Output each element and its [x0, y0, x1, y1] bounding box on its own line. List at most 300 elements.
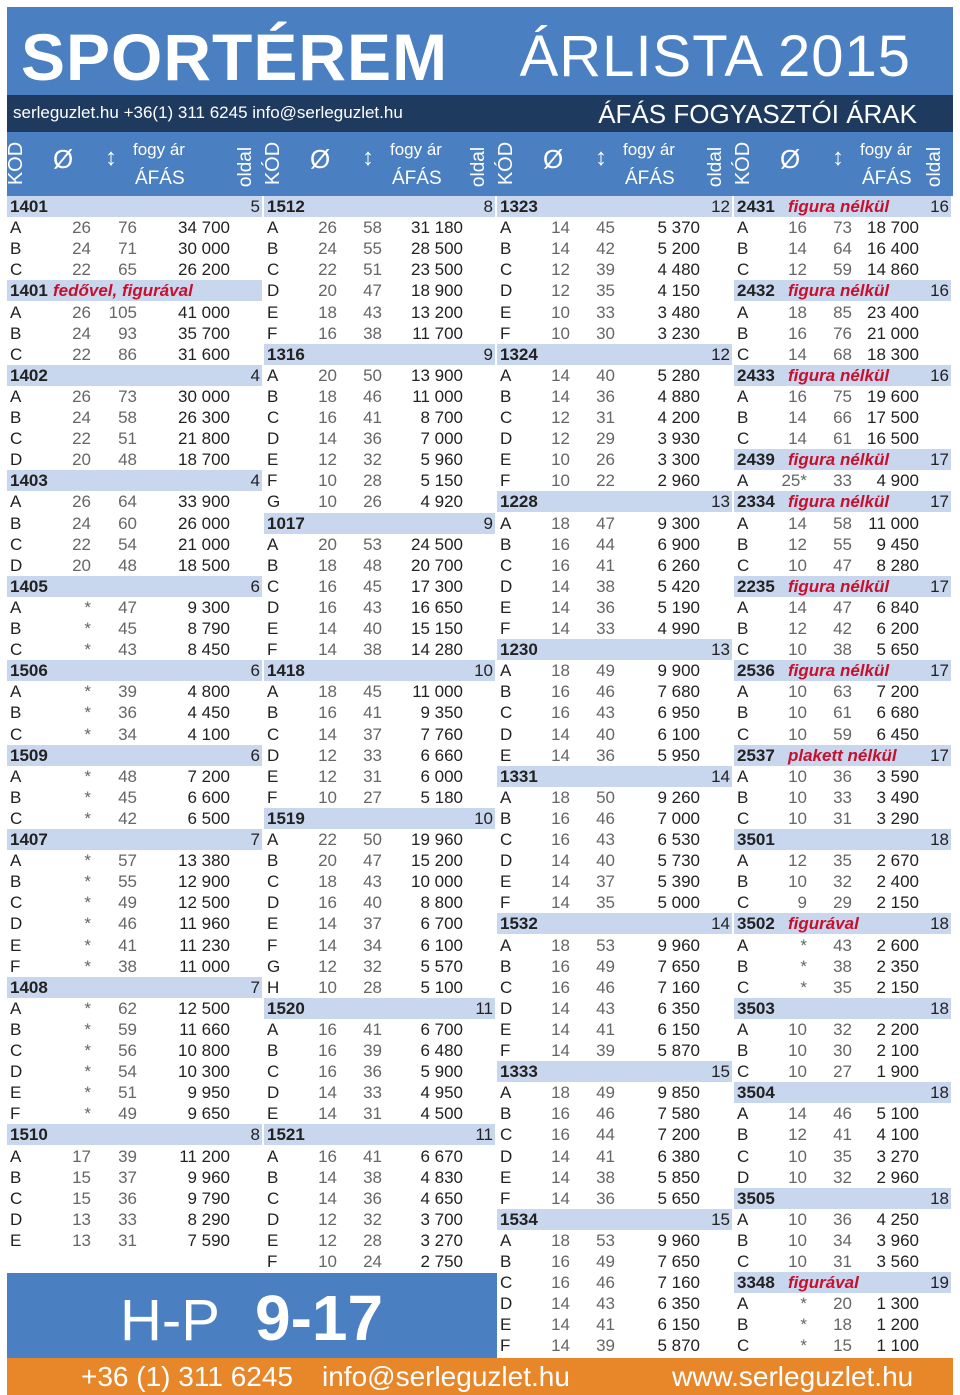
diameter-value: 16 — [551, 534, 570, 554]
height-value: 57 — [118, 851, 137, 871]
column-header-page: oldal — [924, 146, 946, 188]
product-header-row — [734, 1272, 951, 1293]
diameter-value: 24 — [318, 239, 337, 259]
height-value: 65 — [118, 260, 137, 280]
footer-phone[interactable]: +36 (1) 311 6245 — [81, 1361, 293, 1392]
product-header-row — [7, 365, 262, 386]
price-row — [734, 344, 951, 365]
footer-website[interactable]: www.serleguzlet.hu — [672, 1361, 914, 1392]
price-row — [264, 766, 495, 787]
diameter-value: * — [84, 1062, 91, 1082]
height-value: 33 — [363, 745, 382, 765]
size-letter: B — [10, 1167, 22, 1187]
size-letter: A — [500, 218, 512, 238]
price-value: 5 280 — [657, 365, 700, 385]
diameter-value: 12 — [551, 260, 570, 280]
price-value: 13 900 — [411, 365, 463, 385]
price-value: 6 200 — [876, 619, 919, 638]
size-letter: H — [267, 977, 280, 997]
height-value: 42 — [833, 619, 852, 638]
diameter-value: * — [84, 851, 91, 871]
product-header-row — [734, 449, 951, 470]
size-letter: B — [500, 682, 512, 702]
diameter-value: 12 — [551, 408, 570, 427]
height-value: 31 — [833, 808, 852, 828]
product-header-row — [264, 196, 495, 217]
size-letter: B — [267, 555, 279, 575]
diameter-value: 10 — [788, 640, 807, 660]
height-value: 18 — [833, 1315, 852, 1335]
height-value: 44 — [596, 1125, 615, 1145]
diameter-value: 15 — [72, 1167, 91, 1187]
catalog-page: 4 — [250, 471, 260, 491]
diameter-value: 18 — [318, 302, 337, 322]
size-letter: C — [267, 576, 280, 596]
price-row — [7, 956, 262, 977]
product-header-row — [734, 829, 951, 850]
size-letter: A — [737, 386, 749, 406]
height-value: 41 — [596, 1146, 615, 1166]
height-value: 41 — [596, 555, 615, 575]
size-letter: A — [500, 1083, 512, 1103]
catalog-page: 6 — [250, 745, 260, 765]
page-subtitle: ÁFÁS FOGYASZTÓI ÁRAK — [598, 99, 917, 129]
price-row — [497, 1251, 732, 1272]
price-row — [497, 555, 732, 576]
height-value: 36 — [363, 1188, 382, 1208]
height-value: 43 — [596, 830, 615, 849]
product-code: 1405 — [10, 576, 48, 596]
product-header-row — [734, 660, 951, 681]
height-value: 36 — [833, 1209, 852, 1229]
height-value: 32 — [833, 872, 852, 892]
price-row — [264, 935, 495, 956]
catalog-page: 17 — [930, 745, 949, 765]
height-value: 34 — [118, 724, 137, 744]
product-header-row — [734, 491, 951, 512]
size-letter: E — [267, 619, 279, 638]
size-letter: A — [737, 1104, 749, 1124]
price-row — [7, 1040, 262, 1061]
diameter-value: 14 — [788, 239, 807, 259]
product-description: plakett nélkül — [788, 745, 897, 765]
diameter-value: 10 — [788, 872, 807, 892]
diameter-value: 24 — [72, 513, 91, 533]
price-row — [734, 808, 951, 829]
price-value: 16 400 — [867, 239, 919, 259]
product-code: 1509 — [10, 745, 48, 765]
opening-hours — [7, 1273, 497, 1358]
catalog-page: 14 — [711, 766, 730, 786]
size-letter: D — [500, 998, 513, 1018]
size-letter: C — [737, 1062, 750, 1082]
catalog-page: 12 — [711, 197, 730, 216]
height-value: 50 — [363, 365, 382, 385]
height-value: 59 — [833, 260, 852, 280]
price-row — [734, 618, 951, 639]
size-letter: A — [500, 365, 512, 385]
price-value: 8 290 — [187, 1209, 230, 1229]
price-row — [734, 217, 951, 238]
diameter-value: 12 — [318, 956, 337, 976]
price-row — [264, 850, 495, 871]
column-header-price: fogy ár — [860, 140, 912, 159]
price-value: 5 000 — [657, 893, 700, 913]
price-value: 5 100 — [420, 977, 463, 997]
size-letter: B — [500, 239, 512, 259]
height-value: 36 — [833, 766, 852, 786]
size-letter: D — [500, 429, 513, 449]
height-value: 55 — [833, 534, 852, 554]
height-value: 20 — [833, 1294, 852, 1314]
price-row — [497, 998, 732, 1019]
price-value: 14 860 — [867, 260, 919, 280]
price-value: 5 960 — [420, 450, 463, 470]
price-row — [497, 702, 732, 723]
height-value: 53 — [596, 935, 615, 955]
product-description: figurával — [788, 1273, 859, 1293]
price-value: 8 790 — [187, 619, 230, 638]
price-value: 6 000 — [420, 766, 463, 786]
size-letter: A — [737, 471, 749, 491]
price-row — [264, 1230, 495, 1251]
height-value: 38 — [596, 576, 615, 596]
diameter-value: 14 — [551, 851, 570, 871]
diameter-value: 14 — [551, 619, 570, 638]
size-letter: E — [500, 1019, 512, 1039]
price-value: 34 700 — [178, 218, 230, 238]
price-value: 18 500 — [178, 555, 230, 575]
size-letter: B — [737, 872, 749, 892]
diameter-value: 16 — [551, 956, 570, 976]
column-header-diameter: Ø — [310, 144, 331, 174]
diameter-value: 12 — [788, 619, 807, 638]
price-value: 11 000 — [868, 513, 919, 533]
height-value: 31 — [118, 1230, 137, 1250]
price-value: 8 450 — [187, 640, 230, 660]
diameter-value: 16 — [318, 1062, 337, 1082]
product-header-row — [734, 365, 951, 386]
catalog-page: 5 — [250, 197, 260, 216]
price-row — [7, 534, 262, 555]
height-value: 38 — [363, 1167, 382, 1187]
price-row — [7, 639, 262, 660]
size-letter: A — [10, 766, 22, 786]
price-value: 4 450 — [187, 703, 230, 723]
price-value: 41 000 — [178, 302, 230, 322]
diameter-value: 14 — [551, 1294, 570, 1314]
height-value: 32 — [363, 956, 382, 976]
catalog-page: 9 — [483, 344, 493, 364]
price-value: 16 500 — [867, 429, 919, 449]
size-letter: B — [737, 619, 749, 638]
price-row — [7, 1019, 262, 1040]
price-row — [734, 1167, 951, 1188]
product-header-row — [497, 766, 732, 787]
size-letter: B — [10, 619, 22, 638]
price-row — [497, 1335, 732, 1356]
catalog-page: 17 — [930, 576, 949, 596]
diameter-value: * — [84, 893, 91, 913]
catalog-page: 19 — [930, 1273, 949, 1293]
size-letter: E — [10, 1083, 22, 1103]
diameter-value: 14 — [318, 1167, 337, 1187]
diameter-value: 10 — [318, 492, 337, 512]
diameter-value: 18 — [551, 787, 570, 807]
size-letter: A — [737, 766, 749, 786]
size-letter: C — [10, 893, 23, 913]
price-value: 13 200 — [411, 302, 463, 322]
size-letter: B — [267, 386, 279, 406]
price-row — [497, 513, 732, 534]
diameter-value: 20 — [72, 555, 91, 575]
diameter-value: 18 — [551, 661, 570, 681]
price-value: 5 370 — [657, 218, 700, 238]
height-value: 35 — [596, 893, 615, 913]
height-value: 33 — [596, 302, 615, 322]
diameter-value: 10 — [788, 1252, 807, 1271]
price-value: 11 000 — [412, 682, 463, 702]
height-value: 28 — [363, 471, 382, 491]
height-value: 105 — [108, 302, 137, 322]
catalog-page: 8 — [483, 197, 493, 216]
size-letter: C — [10, 724, 23, 744]
diameter-value: 16 — [551, 830, 570, 849]
price-row — [734, 977, 951, 998]
diameter-value: 10 — [551, 323, 570, 343]
price-row — [7, 1188, 262, 1209]
size-letter: D — [267, 429, 280, 449]
footer-email[interactable]: info@serleguzlet.hu — [322, 1361, 570, 1392]
diameter-value: 24 — [72, 239, 91, 259]
price-row — [7, 702, 262, 723]
height-value: 37 — [363, 724, 382, 744]
price-value: 30 000 — [178, 239, 230, 259]
price-value: 2 400 — [876, 872, 919, 892]
diameter-value: * — [84, 724, 91, 744]
size-letter: A — [10, 597, 22, 617]
price-row — [264, 702, 495, 723]
price-value: 5 870 — [657, 1336, 700, 1356]
column-header-bar — [7, 132, 953, 196]
product-code: 2431 — [737, 197, 775, 216]
price-value: 28 500 — [411, 239, 463, 259]
column-header-group — [7, 132, 264, 196]
price-value: 10 000 — [411, 872, 463, 892]
catalog-page: 4 — [250, 365, 260, 385]
price-row — [264, 913, 495, 934]
price-row — [264, 597, 495, 618]
product-code: 2433 — [737, 365, 775, 385]
size-letter: C — [500, 260, 513, 280]
price-row — [497, 618, 732, 639]
height-value: 32 — [833, 1019, 852, 1039]
price-row — [497, 1040, 732, 1061]
price-row — [497, 871, 732, 892]
size-letter: B — [737, 1230, 749, 1250]
price-value: 19 960 — [411, 830, 463, 849]
height-value: 43 — [596, 1294, 615, 1314]
height-value: 35 — [833, 851, 852, 871]
price-value: 11 700 — [412, 323, 463, 343]
price-value: 30 000 — [178, 386, 230, 406]
price-value: 3 490 — [876, 787, 919, 807]
column-header-code: KÓD — [495, 141, 518, 186]
price-value: 3 270 — [876, 1146, 919, 1166]
product-header-row — [734, 280, 951, 301]
catalog-page: 18 — [930, 830, 949, 849]
diameter-value: * — [84, 1019, 91, 1039]
product-header-row — [7, 977, 262, 998]
product-header-row — [734, 576, 951, 597]
size-letter: A — [267, 830, 279, 849]
price-value: 3 930 — [657, 429, 700, 449]
price-row — [7, 1209, 262, 1230]
price-row — [264, 871, 495, 892]
column-header-code-wrap — [262, 136, 290, 190]
price-row — [7, 449, 262, 470]
size-letter: B — [10, 408, 22, 427]
diameter-value: 26 — [72, 218, 91, 238]
diameter-value: 16 — [551, 1104, 570, 1124]
product-header-row — [264, 1124, 495, 1145]
diameter-value: * — [84, 703, 91, 723]
height-value: 53 — [363, 534, 382, 554]
size-letter: A — [737, 1209, 749, 1229]
column-header-group — [497, 132, 734, 196]
price-value: 7 160 — [657, 977, 700, 997]
height-value: 33 — [596, 619, 615, 638]
size-letter: C — [10, 640, 23, 660]
height-value: 27 — [833, 1062, 852, 1082]
price-value: 33 900 — [178, 492, 230, 512]
price-value: 6 150 — [657, 1315, 700, 1335]
price-value: 11 660 — [179, 1019, 230, 1039]
diameter-value: 14 — [551, 893, 570, 913]
size-letter: D — [267, 597, 280, 617]
price-value: 5 850 — [657, 1167, 700, 1187]
price-value: 9 960 — [657, 935, 700, 955]
product-code: 1510 — [10, 1125, 48, 1145]
price-row — [734, 766, 951, 787]
size-letter: B — [10, 239, 22, 259]
size-letter: B — [267, 851, 279, 871]
footer — [7, 1358, 953, 1395]
size-letter: C — [10, 1188, 23, 1208]
price-row — [7, 1146, 262, 1167]
product-header-row — [7, 660, 262, 681]
price-value: 10 300 — [178, 1062, 230, 1082]
column-header-page-wrap — [236, 138, 258, 192]
catalog-page: 18 — [930, 1083, 949, 1103]
height-value: 64 — [118, 492, 137, 512]
diameter-value: 10 — [788, 787, 807, 807]
height-value: 42 — [596, 239, 615, 259]
diameter-value: 10 — [788, 1019, 807, 1039]
product-description: figura nélkül — [788, 661, 890, 681]
diameter-value: 14 — [551, 218, 570, 238]
product-description: figura nélkül — [788, 197, 890, 216]
size-letter: C — [267, 872, 280, 892]
diameter-value: * — [84, 872, 91, 892]
size-letter: F — [267, 1252, 278, 1271]
product-header-row — [497, 196, 732, 217]
catalog-page: 10 — [474, 808, 493, 828]
product-code: 1324 — [500, 344, 538, 364]
price-value: 5 900 — [420, 1062, 463, 1082]
column-header-page-wrap — [706, 138, 728, 192]
diameter-value: 13 — [72, 1230, 91, 1250]
price-value: 7 760 — [420, 724, 463, 744]
price-row — [7, 892, 262, 913]
product-header-row — [7, 470, 262, 491]
column-header-diameter: Ø — [53, 144, 74, 174]
height-value: 41 — [118, 935, 137, 955]
price-value: 7 650 — [657, 956, 700, 976]
height-value: 35 — [596, 281, 615, 301]
column-header-height: ↕ — [595, 144, 607, 171]
size-letter: A — [500, 1230, 512, 1250]
size-letter: C — [737, 429, 750, 449]
diameter-value: 14 — [318, 914, 337, 934]
diameter-value: 10 — [318, 1252, 337, 1271]
size-letter: B — [10, 323, 22, 343]
diameter-value: 14 — [551, 597, 570, 617]
price-value: 12 900 — [178, 872, 230, 892]
price-value: 6 840 — [876, 597, 919, 617]
price-row — [497, 386, 732, 407]
price-value: 5 150 — [420, 471, 463, 491]
diameter-value: 14 — [788, 1104, 807, 1124]
height-value: 38 — [833, 956, 852, 976]
catalog-page: 16 — [930, 281, 949, 301]
height-value: 30 — [596, 323, 615, 343]
price-value: 12 500 — [178, 893, 230, 913]
size-letter: F — [10, 956, 21, 976]
price-row — [497, 1146, 732, 1167]
diameter-value: * — [84, 935, 91, 955]
price-value: 3 230 — [657, 323, 700, 343]
height-value: 31 — [596, 408, 615, 427]
price-row — [734, 259, 951, 280]
height-value: 75 — [833, 386, 852, 406]
price-value: 8 800 — [420, 893, 463, 913]
catalog-page: 12 — [711, 344, 730, 364]
height-value: 45 — [118, 787, 137, 807]
price-value: 13 380 — [178, 851, 230, 871]
diameter-value: 16 — [318, 1041, 337, 1060]
height-value: 41 — [596, 1019, 615, 1039]
product-description: figura nélkül — [788, 576, 890, 596]
height-value: 36 — [596, 597, 615, 617]
price-value: 6 950 — [657, 703, 700, 723]
size-letter: C — [267, 1062, 280, 1082]
diameter-value: 16 — [318, 408, 337, 427]
price-value: 3 270 — [420, 1230, 463, 1250]
diameter-value: 26 — [72, 386, 91, 406]
diameter-value: * — [84, 808, 91, 828]
price-value: 8 280 — [876, 555, 919, 575]
diameter-value: * — [84, 766, 91, 786]
size-letter: D — [500, 281, 513, 301]
diameter-value: 10 — [318, 471, 337, 491]
diameter-value: 14 — [551, 1167, 570, 1187]
height-value: 55 — [363, 239, 382, 259]
product-header-row — [7, 745, 262, 766]
price-value: 10 800 — [178, 1041, 230, 1060]
size-letter: E — [267, 766, 279, 786]
price-value: 5 650 — [657, 1188, 700, 1208]
